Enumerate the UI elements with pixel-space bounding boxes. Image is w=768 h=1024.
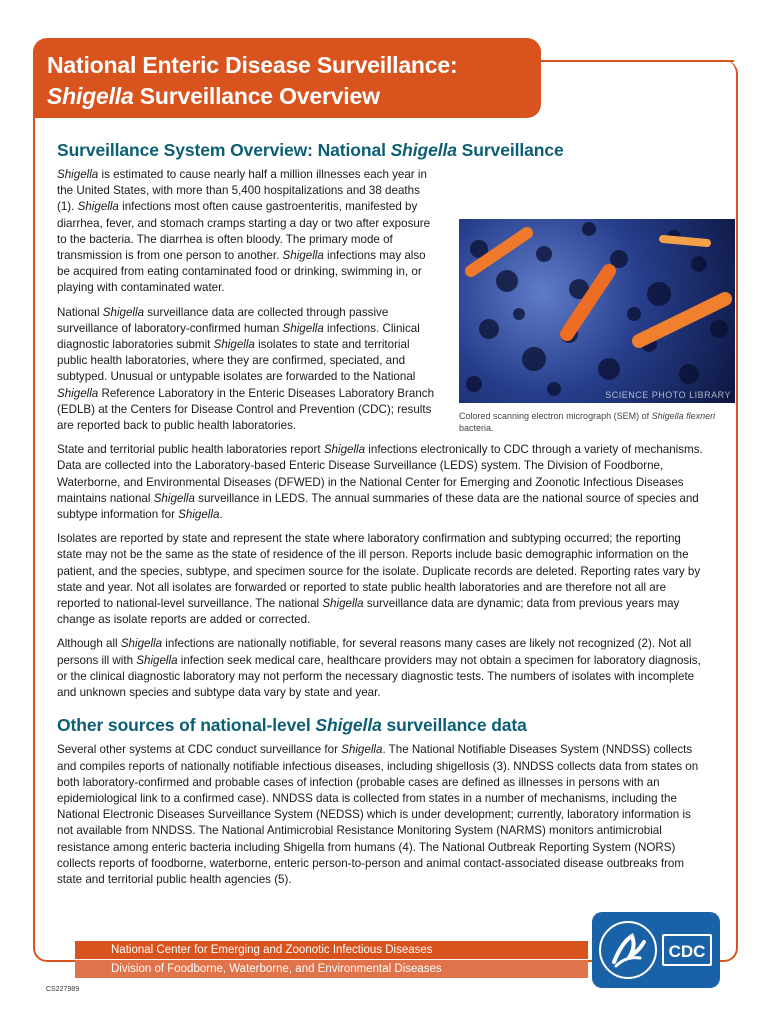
section-heading-other-sources: Other sources of national-level Shigella surveillance data — [57, 715, 527, 736]
micrograph-figure — [459, 219, 735, 434]
main-content — [57, 140, 731, 896]
paragraph: National Shigella surveillance data are collected through passive surveillance of laboratory-confirmed human Shigella infections. Clinical diagnostic laboratories submit Shigella isolates to state and territorial public health laboratories, where they are confirmed, speciated, and subtyped. Unusual or untypable isolates are forwarded to the National Shigella Reference Laboratory in the Enteric Diseases Laboratory Branch (EDLB) at the Centers for Disease Control and Prevention (CDC); results are reported back to public health laboratories. — [57, 305, 435, 433]
document-id: CS227989 — [46, 986, 80, 993]
logo-text: CDC — [668, 942, 706, 961]
paragraph: Several other systems at CDC conduct surveillance for Shigella. The National Notifiable Diseases System (NNDSS) collects and compiles reports of nationally notifiable infectious diseases, including shigellosis (3). NNDSS collects data from states on both laboratory-confirmed and probable cases of infection (probable cases are defined as illnesses in persons with an epidemiological link to a confirmed case). NNDSS data is collected from states in a number of mechanisms, including the National Electronic Diseases Surveillance System (NEDSS) which is under development; currently, laboratory information is not available from NNDSS. The National Antimicrobial Resistance Monitoring System (NARMS) monitors antimicrobial resistance among enteric bacteria including Shigella from humans (4). The National Outbreak Reporting System (NORS) collects reports of foodborne, waterborne, enteric person-to-person and animal contact-associated disease outbreaks from state and territorial public health agencies (5). — [57, 743, 699, 886]
title-bar — [33, 38, 541, 118]
footer-band — [75, 941, 588, 978]
paragraph: State and territorial public health laboratories report Shigella infections electronically to CDC through a variety of mechanisms. Data are collected into the Laboratory-based Enteric Disease Surveillance (LEDS) system. The Division of Foodborne, Waterborne, and Environmental Diseases (DFWED) in the National Center for Emerging and Zoonotic Infectious Diseases maintains national Shigella surveillance in LEDS. The annual summaries of these data are the national source of species and subtype information for Shigella. — [57, 443, 703, 522]
page-title: National Enteric Disease Surveillance: Shigella Surveillance Overview — [47, 52, 458, 109]
section-heading-overview: Surveillance System Overview: National Shigella Surveillance — [57, 140, 564, 160]
paragraph: Shigella is estimated to cause nearly half a million illnesses each year in the United States, with more than 5,400 hospitalizations and 38 deaths (1). Shigella infections most often cause gastroenteritis, manifested by diarrhea, fever, and stomach cramps starting a day or two after exposure to the bacteria. The diarrhea is often bloody. The primary mode of transmission is from one person to another. Shigella infections may also be acquired from eating contaminated food or drinking, swimming in, or playing with contaminated water. — [57, 168, 431, 295]
cdc-logo — [592, 912, 720, 988]
footer-division-name: Division of Foodborne, Waterborne, and Environmental Diseases — [75, 960, 588, 978]
bacteria-micrograph-image — [459, 219, 735, 403]
photo-credit: SCIENCE PHOTO LIBRARY — [605, 390, 731, 400]
footer-center-name: National Center for Emerging and Zoonotic Infectious Diseases — [75, 941, 588, 959]
top-rule — [540, 60, 734, 62]
paragraph: Isolates are reported by state and represent the state where laboratory confirmation and subtyping occurred; the reporting state may not be the same as the state of residence of the ill person. Reports include basic demographic information on the patient, and the species, subtype, and specimen source for the isolate. Duplicate records are deleted. Reporting rates vary by state and year. Not all isolates are forwarded or reported to state public health laboratories and are therefore not all are reported to national-level surveillance. The national Shigella surveillance data are dynamic; data from previous years may change as isolate reports are added or corrected. — [57, 532, 701, 627]
paragraph: Although all Shigella infections are nationally notifiable, for several reasons many cases are likely not recognized (2). Not all persons ill with Shigella infection seek medical care, healthcare providers may not obtain a specimen for laboratory diagnosis, or the clinical diagnostic laboratory may not perform the necessary diagnostic tests. The numbers of isolates with incomplete and unknown species and subtype data vary by state and year. — [57, 637, 701, 700]
figure-caption: Colored scanning electron micrograph (SEM) of Shigella flexneri bacteria. — [459, 411, 716, 433]
